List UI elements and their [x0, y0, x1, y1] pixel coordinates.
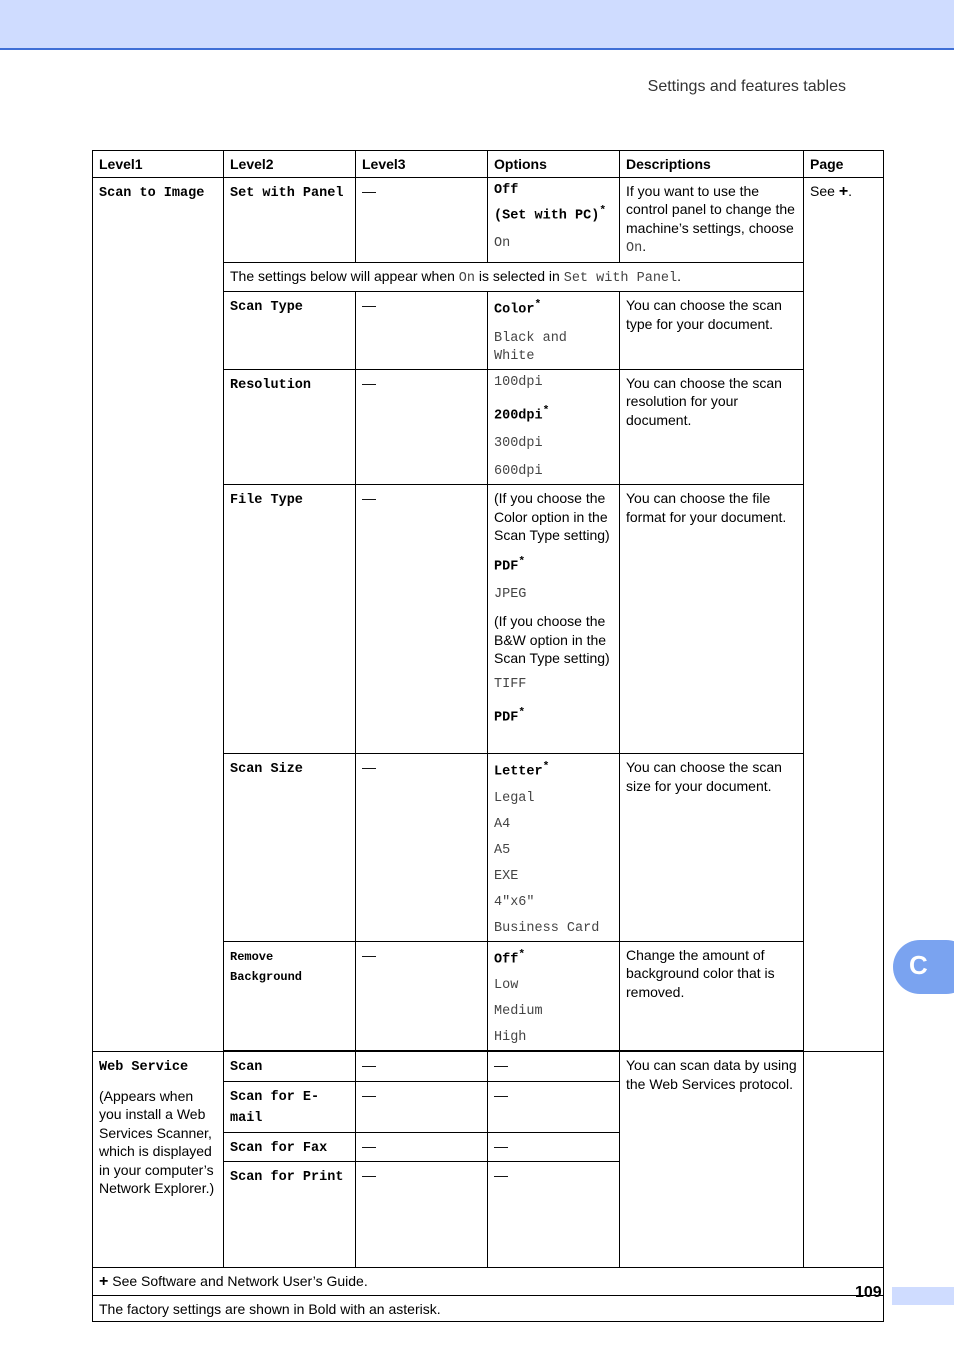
plus-icon: +	[838, 182, 849, 200]
level3-cell: —	[356, 754, 488, 942]
option-exe: EXE	[494, 868, 519, 884]
appendix-tab-letter: C	[909, 950, 928, 980]
option-set-with-pc: (Set with PC)*	[494, 204, 607, 223]
file-type-bw-note: (If you choose the B&W option in the Scan Type setting)	[494, 613, 610, 666]
footnote-guide: + See Software and Network User’s Guide.	[93, 1268, 884, 1296]
option-pdf-bw: PDF*	[494, 706, 526, 725]
col-header-level2: Level2	[224, 151, 356, 178]
option-jpeg: JPEG	[494, 587, 527, 602]
options-cell: —	[488, 1081, 620, 1132]
option-600dpi: 600dpi	[494, 464, 543, 479]
level3-cell: —	[356, 1132, 488, 1162]
level3-cell: —	[356, 292, 488, 370]
page-header-title: Settings and features tables	[647, 78, 846, 95]
settings-table	[92, 150, 884, 1322]
options-cell	[488, 292, 620, 370]
page-number-bar	[892, 1287, 954, 1305]
option-letter: Letter*	[494, 761, 550, 780]
options-cell	[488, 941, 620, 1051]
option-pdf: PDF*	[494, 555, 526, 574]
page-number: 109	[855, 1284, 882, 1301]
option-high: High	[494, 1030, 527, 1045]
description-cell: You can choose the scan size for your document.	[620, 754, 804, 942]
top-header-band	[0, 0, 954, 50]
level2-scan-type: Scan Type	[224, 292, 356, 370]
level3-cell: —	[356, 177, 488, 262]
appendix-tab	[893, 940, 954, 994]
table-row	[93, 1052, 884, 1082]
level3-cell: —	[356, 369, 488, 485]
col-header-options: Options	[488, 151, 620, 178]
description-cell: If you want to use the control panel to change the machine’s settings, choose On.	[620, 177, 804, 262]
options-cell: —	[488, 1162, 620, 1268]
level2-scan-size: Scan Size	[224, 754, 356, 942]
footnote-row	[93, 1268, 884, 1296]
level3-cell: —	[356, 485, 488, 754]
level2-scan: Scan	[224, 1052, 356, 1082]
option-300dpi: 300dpi	[494, 436, 543, 451]
level2-scan-for-fax: Scan for Fax	[224, 1132, 356, 1162]
options-cell	[488, 485, 620, 754]
level2-resolution: Resolution	[224, 369, 356, 485]
description-cell: You can choose the scan resolution for your document.	[620, 369, 804, 485]
file-type-color-note: (If you choose the Color option in the Scan Type setting)	[494, 490, 610, 543]
footnote-row	[93, 1295, 884, 1322]
description-cell: You can choose the file format for your document.	[620, 485, 804, 754]
level3-cell: —	[356, 1081, 488, 1132]
option-low: Low	[494, 978, 519, 993]
level3-cell: —	[356, 1052, 488, 1082]
option-100dpi: 100dpi	[494, 374, 543, 390]
option-legal: Legal	[494, 790, 535, 806]
col-header-descriptions: Descriptions	[620, 151, 804, 178]
description-cell: You can choose the scan type for your document.	[620, 292, 804, 370]
option-medium: Medium	[494, 1004, 543, 1019]
option-off: Off	[494, 182, 519, 198]
option-color: Color*	[494, 299, 542, 318]
level1-web-service: Web Service (Appears when you install a Web Services Scanner, which is displayed in your computer’s Network Explorer.)	[93, 1052, 224, 1268]
level2-scan-for-email: Scan for E-mail	[224, 1081, 356, 1132]
options-cell: —	[488, 1132, 620, 1162]
options-cell: —	[488, 1052, 620, 1082]
level3-cell: —	[356, 1162, 488, 1268]
option-tiff: TIFF	[494, 676, 527, 692]
conditional-note: The settings below will appear when On is selected in Set with Panel.	[224, 262, 804, 292]
web-service-note: (Appears when you install a Web Services Scanner, which is displayed in your computer’s Network Explorer.)	[99, 1087, 215, 1196]
level2-scan-for-print: Scan for Print	[224, 1162, 356, 1268]
page-cell: See +.	[804, 177, 884, 1052]
level2-remove-background: Remove Background	[224, 941, 356, 1051]
table-row	[93, 177, 884, 262]
page-cell	[804, 1052, 884, 1268]
description-cell: Change the amount of background color that is removed.	[620, 941, 804, 1051]
option-a5: A5	[494, 842, 511, 858]
level2-file-type: File Type	[224, 485, 356, 754]
option-a4: A4	[494, 816, 511, 832]
col-header-page: Page	[804, 151, 884, 178]
option-on: On	[494, 236, 511, 251]
col-header-level3: Level3	[356, 151, 488, 178]
plus-icon: +	[99, 1273, 109, 1290]
level3-cell: —	[356, 941, 488, 1051]
description-cell: You can scan data by using the Web Services protocol.	[620, 1052, 804, 1268]
option-200dpi: 200dpi*	[494, 404, 550, 423]
table-header-row	[93, 151, 884, 178]
option-black-and-white: Black and White	[494, 330, 567, 364]
option-4x6: 4"x6"	[494, 894, 535, 910]
level2-set-with-panel: Set with Panel	[224, 177, 356, 262]
option-off: Off*	[494, 948, 526, 967]
options-cell	[488, 754, 620, 942]
level1-scan-to-image: Scan to Image	[93, 177, 224, 1052]
options-cell	[488, 177, 620, 262]
col-header-level1: Level1	[93, 151, 224, 178]
footnote-factory-settings: The factory settings are shown in Bold with an asterisk.	[93, 1295, 884, 1322]
option-business-card: Business Card	[494, 920, 600, 936]
options-cell	[488, 369, 620, 485]
